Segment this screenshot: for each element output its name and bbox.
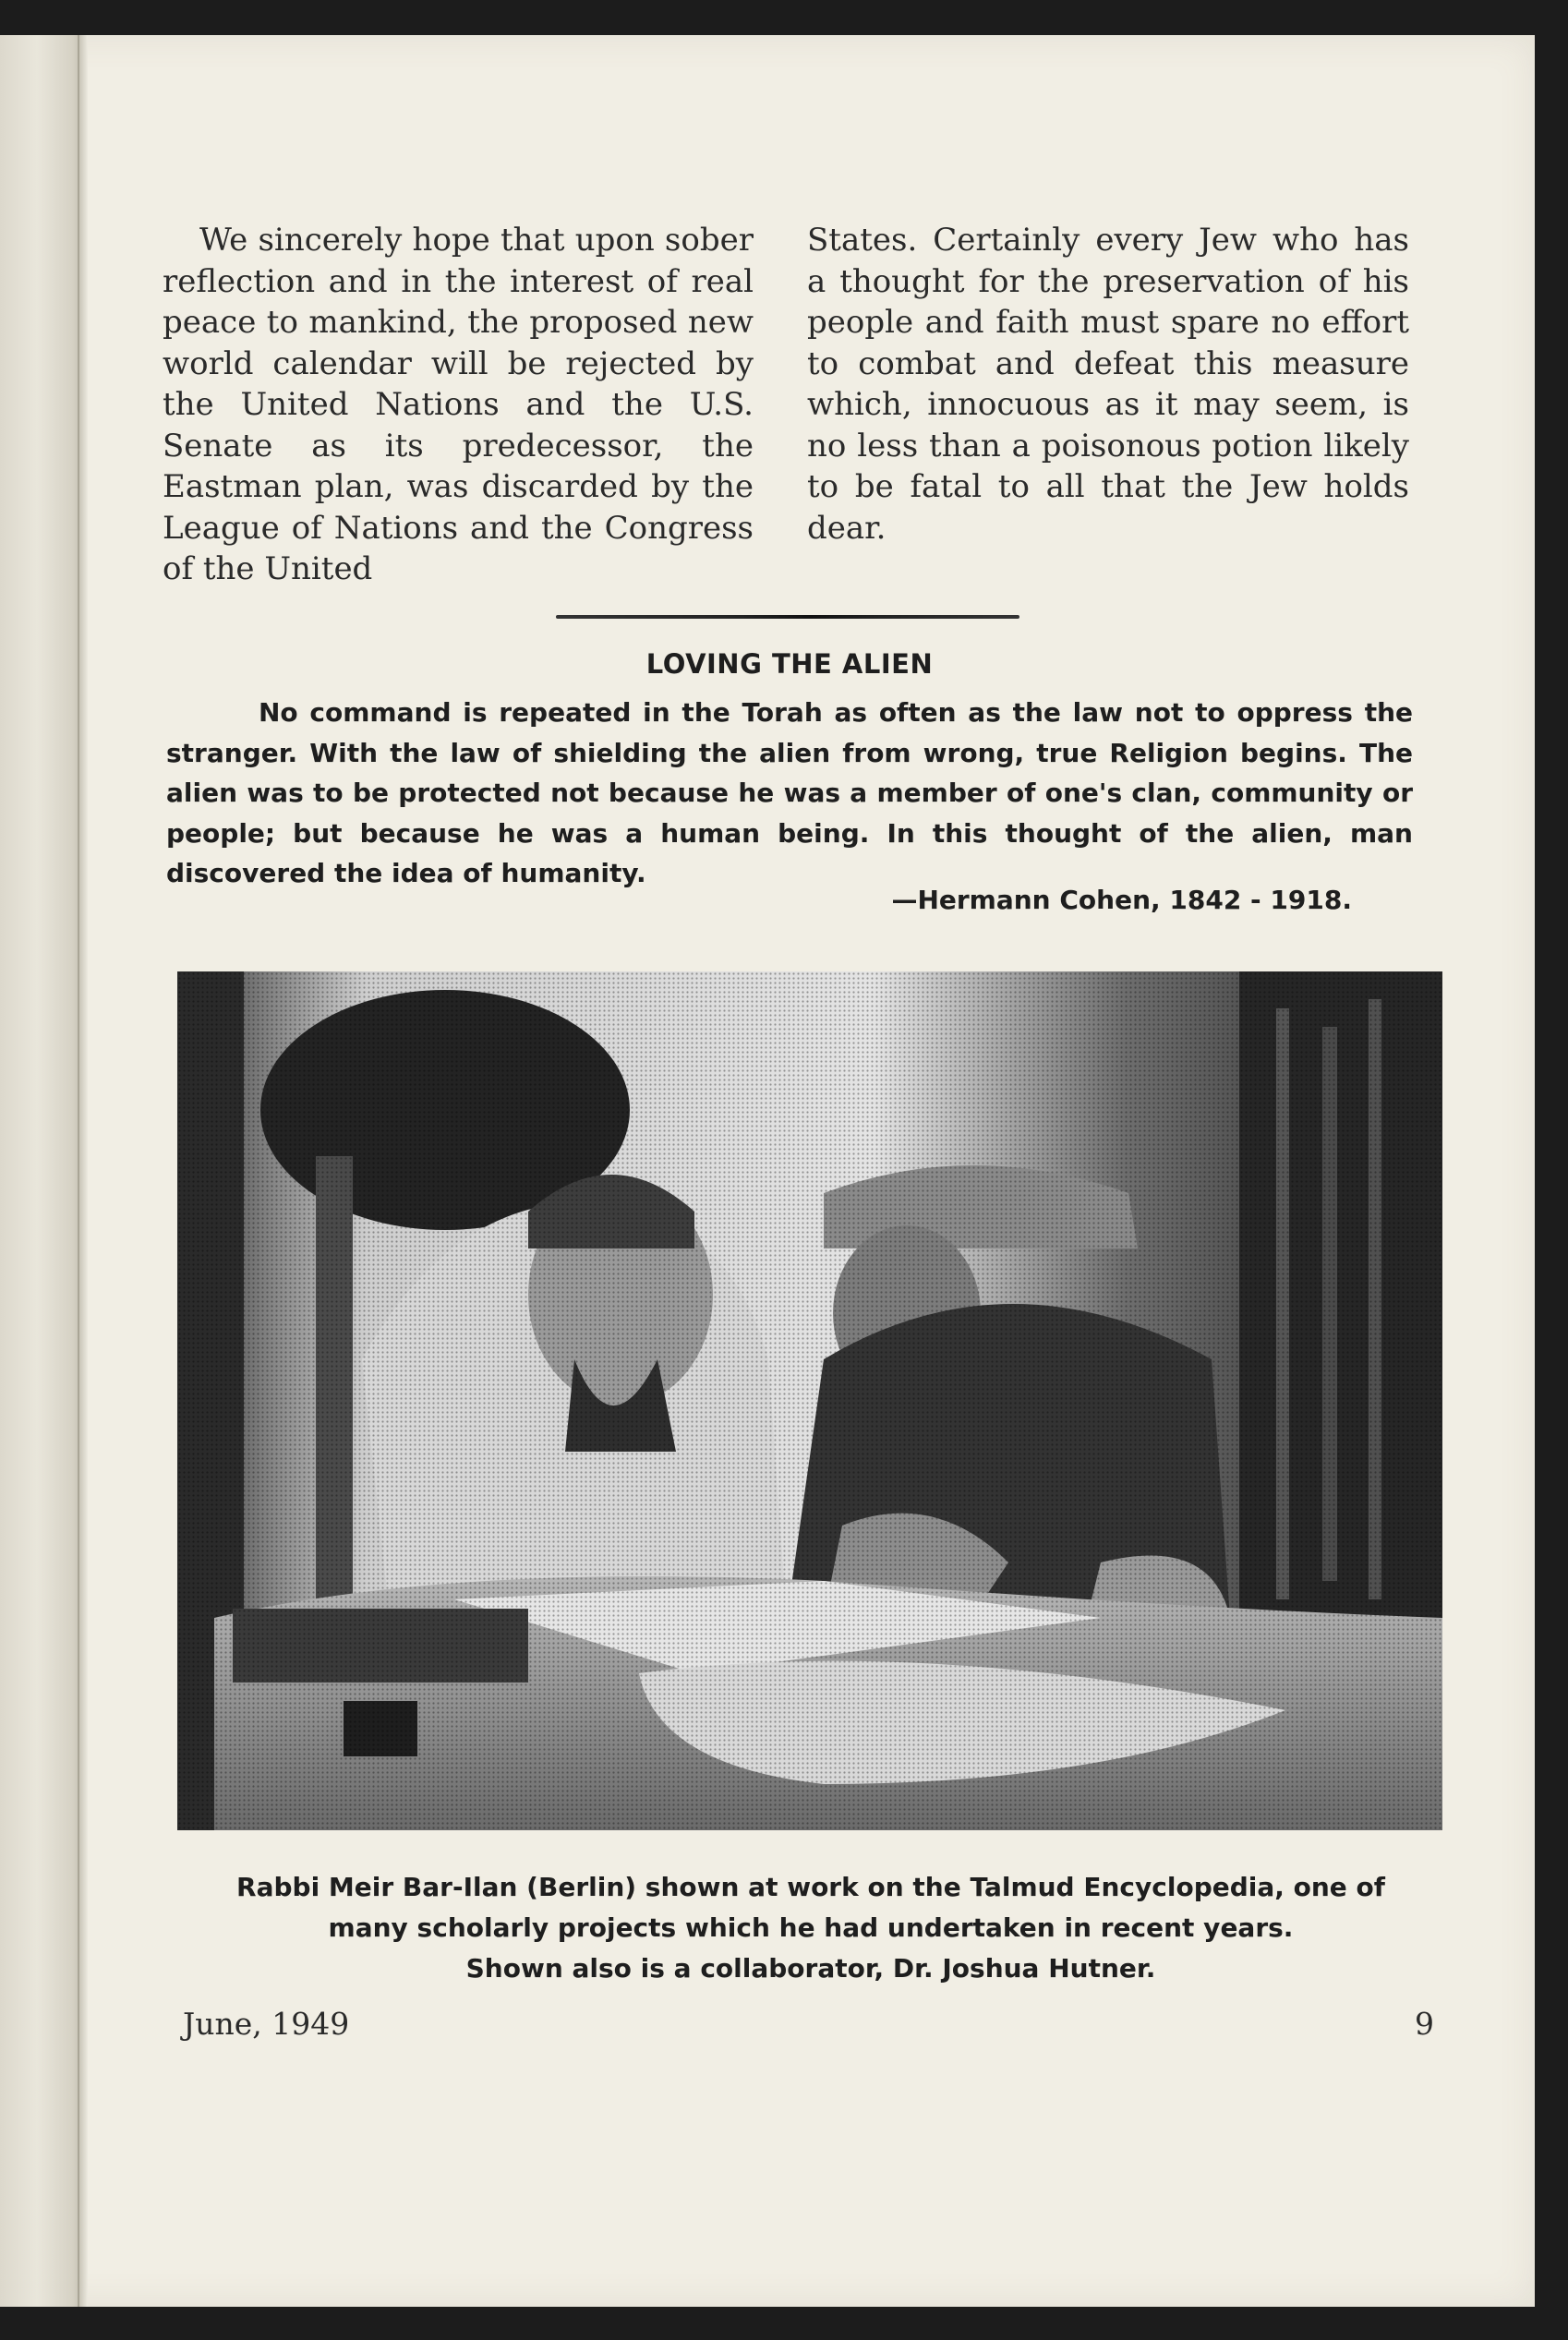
quote-body-text: No command is repeated in the Torah as often as the law not to oppress the stranger. With the law of shielding the alien from wrong, true Religion begins. The alien was to be protected not because he was a member of one's clan, community or people; but because he was a human being. In this thought of the alien, man discovered the idea of humanity. (166, 697, 1413, 888)
footer-date: June, 1949 (183, 2006, 350, 2042)
article-left-column (163, 220, 754, 590)
article-right-text: States. Certainly every Jew who has a thought for the preservation of his people and faith must spare no effort to combat and defeat this measure which, innocuous as it may seem, is no less than a poisonous potion likely to be fatal to all that the Jew holds dear. (807, 222, 1409, 547)
section-divider-rule (556, 615, 1019, 619)
book-gutter (0, 35, 88, 2307)
photo-caption (185, 1867, 1437, 1989)
gutter-fold-line (78, 35, 79, 2307)
article-left-text: We sincerely hope that upon sober reflection and in the interest of real peace to mankind, the proposed new world calendar will be rejected by the United Nations and the U.S. Senate as its predecessor, the Eastman plan, was discarded by the League of Nations and the Congress of the United (163, 222, 754, 587)
page-number: 9 (1415, 2006, 1434, 2042)
article-right-column (807, 220, 1409, 549)
halftone-photo (177, 971, 1442, 1830)
caption-line-3: Shown also is a collaborator, Dr. Joshua Hutner. (465, 1953, 1156, 1984)
caption-line-1: Rabbi Meir Bar-Ilan (Berlin) shown at work on the Talmud Encyclopedia, one of (236, 1872, 1385, 1902)
quote-title: LOVING THE ALIEN (645, 648, 934, 680)
quote-attribution: —Hermann Cohen, 1842 - 1918. (891, 885, 1352, 915)
photo-illustration (177, 971, 1442, 1830)
quote-body (166, 693, 1413, 894)
caption-line-2: many scholarly projects which he had undertaken in recent years. (328, 1912, 1294, 1943)
